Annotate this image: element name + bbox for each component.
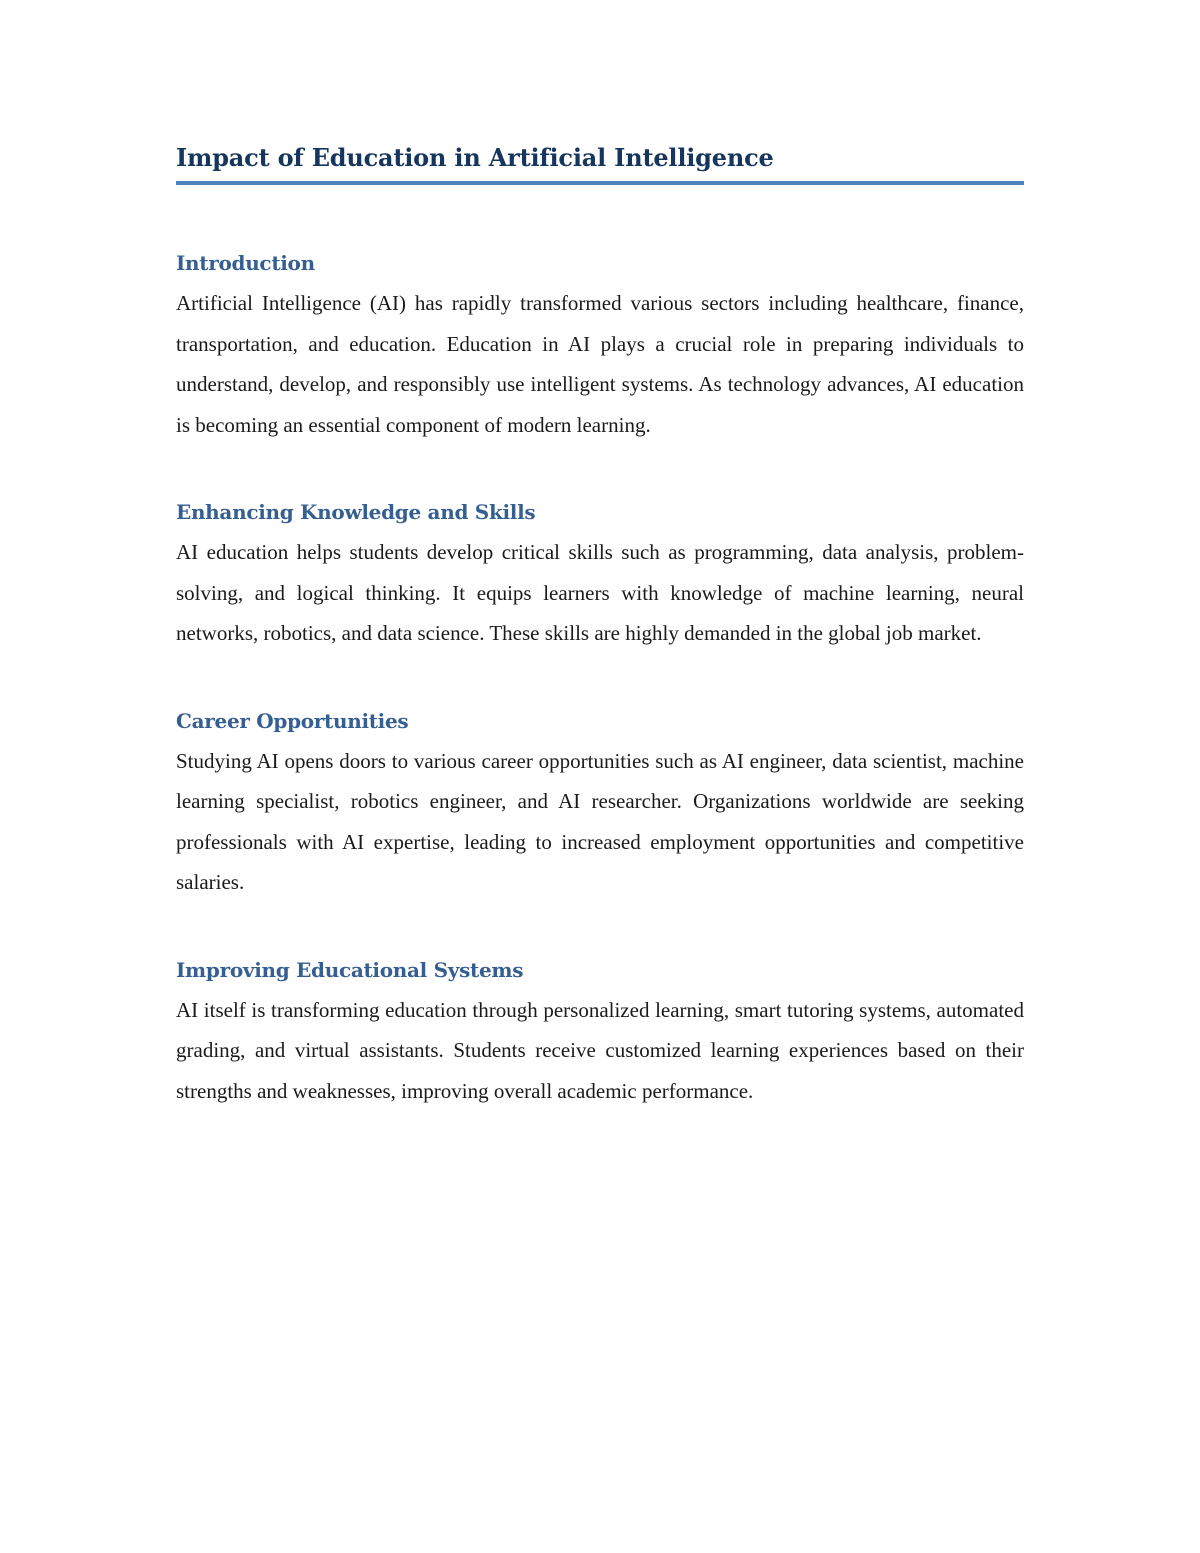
section-heading: Career Opportunities	[176, 708, 409, 733]
section-paragraph: Studying AI opens doors to various career opportunities such as AI engineer, data scientist, machine learning specialist, robotics engineer, and AI researcher. Organizations worldwide are seeking professionals with AI expertise, leading to increased employment opportunities and competitive salaries.	[176, 748, 1024, 894]
section-paragraph: Artificial Intelligence (AI) has rapidly transformed various sectors including healthcare, finance, transportation, and education. Education in AI plays a crucial role in preparing individuals to understand, develop, and responsibly use intelligent systems. As technology advances, AI education is becoming an essential component of modern learning.	[176, 291, 1024, 437]
section-paragraph: AI itself is transforming education through personalized learning, smart tutoring systems, automated grading, and virtual assistants. Students receive customized learning experiences based on their strengths and weaknesses, improving overall academic performance.	[176, 997, 1024, 1103]
section-heading: Introduction	[176, 251, 315, 275]
section-career-opportunities	[176, 701, 1024, 903]
document-title: Impact of Education in Artificial Intelligence	[176, 143, 774, 172]
section-heading: Enhancing Knowledge and Skills	[176, 500, 536, 524]
title-underline-rule	[176, 181, 1024, 185]
section-introduction	[176, 243, 1024, 445]
document-content	[176, 138, 1024, 1111]
section-enhancing-knowledge-and-skills	[176, 492, 1024, 654]
section-improving-educational-systems	[176, 950, 1024, 1112]
section-heading: Improving Educational Systems	[176, 957, 524, 982]
section-paragraph: AI education helps students develop critical skills such as programming, data analysis, problem-solving, and logical thinking. It equips learners with knowledge of machine learning, neural networks, robotics, and data science. These skills are highly demanded in the global job market.	[176, 540, 1024, 645]
